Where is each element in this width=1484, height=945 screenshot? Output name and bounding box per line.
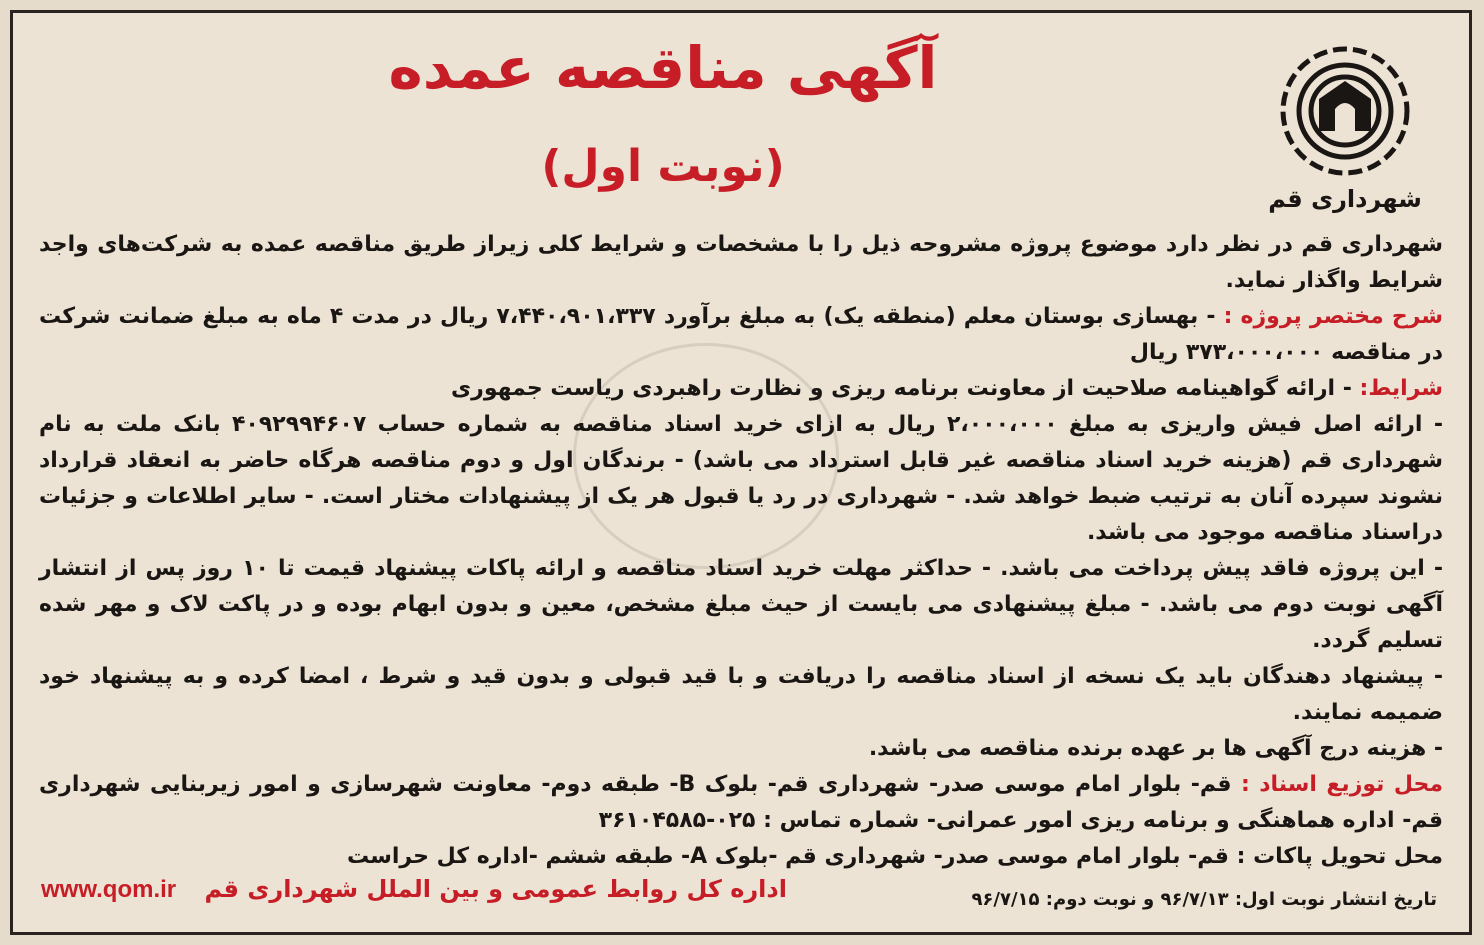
notice-title: آگهی مناقصه عمده — [388, 34, 938, 102]
publication-dates: تاریخ انتشار نوبت اول: ۹۶/۷/۱۳ و نوبت دوم: ۹۶/۷/۱۵ — [971, 889, 1437, 910]
qom-municipality-logo — [1255, 39, 1435, 219]
condition-item: - ارائه اصل فیش واریزی به مبلغ ۲،۰۰۰،۰۰۰ ریال به ازای خرید اسناد مناقصه به شماره حساب ۴۰۹۲۹۹۴۶۰۷ بانک ملت به نام شهرداری قم (هزینه خرید اسناد مناقصه غیر قابل استرداد می باشد) - برندگان اول و دوم مناقصه هرگاه حاضر به انعقاد قرارداد نشوند سپرده آنان به ترتیب ضبط خواهد شد. - شهرداری در رد یا قبول هر یک از پیشنهادات مختار است. - سایر اطلاعات و جزئیات دراسناد مناقصه موجود می باشد. — [39, 412, 1443, 545]
notice-subtitle: (نوبت اول) — [541, 141, 785, 192]
notice-body — [39, 227, 1443, 875]
website-link[interactable]: www.qom.ir — [41, 876, 177, 903]
distribution-text: قم- بلوار امام موسی صدر- شهرداری قم- بلوک B- طبقه دوم- معاونت شهرسازی و امور زیربنایی شهرداری قم- اداره هماهنگی و برنامه ریزی امور عمرانی- شماره تماس : ۰۲۵-۳۶۱۰۴۵۸۵ — [39, 772, 1443, 833]
intro-paragraph: شهرداری قم در نظر دارد موضوع پروژه مشروحه ذیل را با مشخصات و شرایط کلی زیراز طریق مناقصه عمده به شرکت‌های واجد شرایط واگذار نماید. — [39, 232, 1443, 293]
conditions-label: شرایط: — [1359, 376, 1443, 401]
conditions-paragraph — [39, 371, 1443, 407]
delivery-text: قم- بلوار امام موسی صدر- شهرداری قم -بلوک A- طبقه ششم -اداره کل حراست — [346, 844, 1229, 869]
logo-text: شهرداری قم — [1268, 185, 1422, 213]
project-label: شرح مختصر پروژه : — [1223, 304, 1443, 329]
distribution-paragraph — [39, 767, 1443, 839]
distribution-label: محل توزیع اسناد : — [1240, 772, 1443, 797]
condition-item: - پیشنهاد دهندگان باید یک نسخه از اسناد مناقصه را دریافت و با قید قبولی و بدون قید و شرط ، امضا کرده و به پیشنهاد خود ضمیمه نمایند. — [39, 664, 1443, 725]
footer-org — [41, 875, 787, 904]
delivery-paragraph — [39, 839, 1443, 875]
public-relations-office: اداره کل روابط عمومی و بین الملل شهرداری قم — [204, 875, 787, 903]
condition-item: - این پروژه فاقد پیش پرداخت می باشد. - حداکثر مهلت خرید اسناد مناقصه و ارائه پاکات پیشنهاد قیمت تا ۱۰ روز پس از انتشار آگهی نوبت دوم می باشد. - مبلغ پیشنهادی می بایست از حیث مبلغ مشخص، معین و بدون ابهام بوده و در پاکت لاک و مهر شده تسلیم گردد. — [39, 556, 1443, 653]
tender-notice — [10, 10, 1472, 935]
conditions-first: - ارائه گواهینامه صلاحیت از معاونت برنامه ریزی و نظارت راهبردی ریاست جمهوری — [451, 376, 1352, 401]
delivery-label: محل تحویل پاکات : — [1236, 844, 1443, 869]
condition-item: - هزینه درج آگهی ها بر عهده برنده مناقصه می باشد. — [868, 736, 1443, 761]
project-paragraph — [39, 299, 1443, 371]
project-text: - بهسازی بوستان معلم (منطقه یک) به مبلغ برآورد ۷،۴۴۰،۹۰۱،۳۳۷ ریال در مدت ۴ ماه به مبلغ ضمانت شرکت در مناقصه ۳۷۳،۰۰۰،۰۰۰ ریال — [39, 304, 1443, 365]
